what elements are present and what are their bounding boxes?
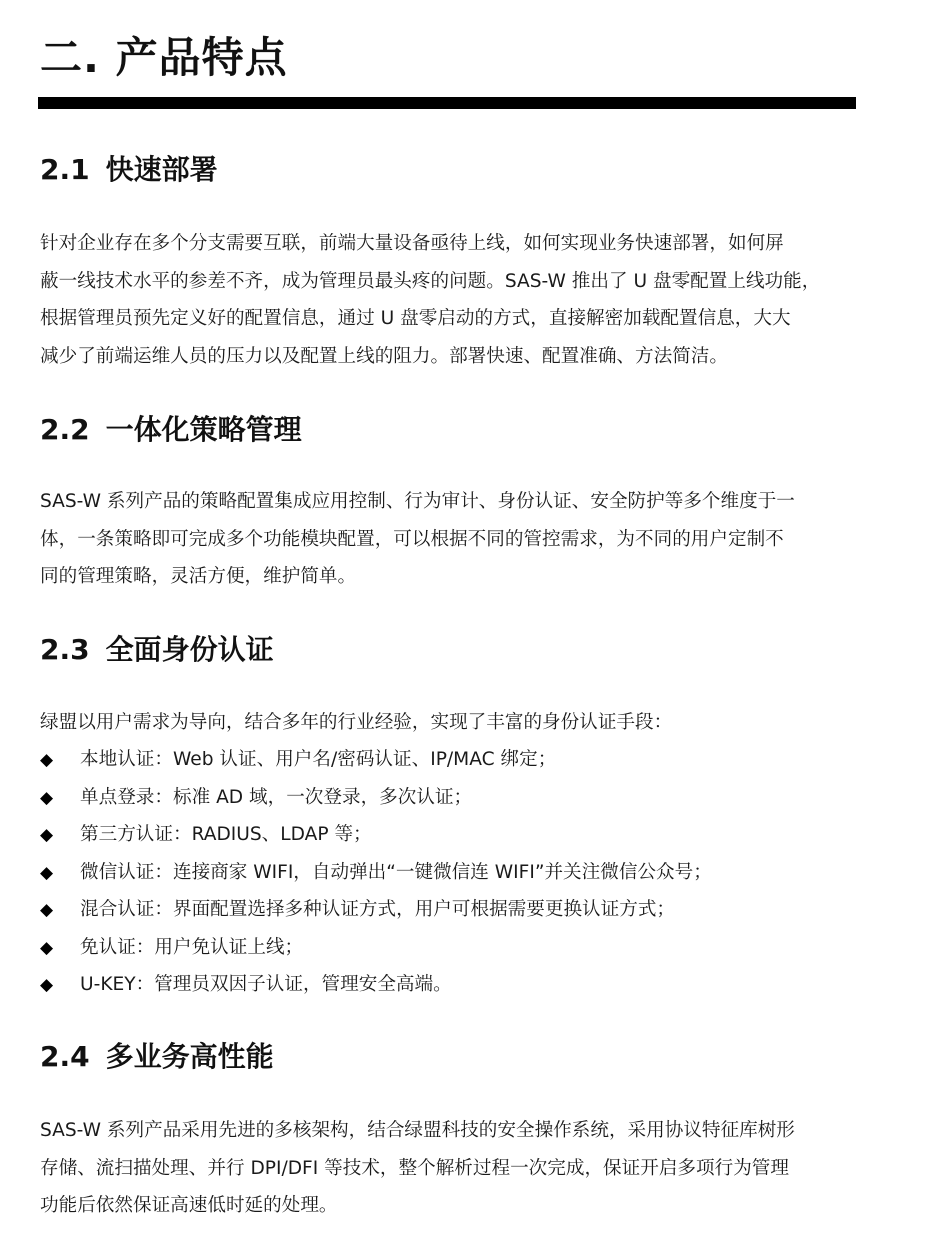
paragraph-line: SAS-W 系列产品的策略配置集成应用控制、行为审计、身份认证、安全防护等多个维度于一 (40, 491, 795, 512)
section-number: 2.1 (40, 153, 90, 186)
section-title: 快速部署 (105, 153, 218, 186)
list-item (40, 854, 712, 892)
black-diamond-icon: ◆ (40, 862, 54, 883)
section-2-2-heading (40, 410, 302, 450)
section-2-4-paragraph (40, 1112, 795, 1225)
black-diamond-icon: ◆ (40, 937, 54, 958)
section-2-2-paragraph (40, 483, 795, 596)
paragraph-line: 绿盟以用户需求为导向，结合多年的行业经验，实现了丰富的身份认证手段： (40, 712, 673, 733)
black-diamond-icon: ◆ (40, 787, 54, 808)
chapter-divider (38, 97, 856, 109)
paragraph-line: 功能后依然保证高速低时延的处理。 (40, 1195, 338, 1216)
paragraph-line: 蔽一线技术水平的参差不齐，成为管理员最头疼的问题。SAS-W 推出了 U 盘零配置上线功能， (40, 270, 821, 292)
black-diamond-icon: ◆ (40, 900, 54, 920)
paragraph-line: 存储、流扫描处理、并行 DPI/DFI 等技术，整个解析过程一次完成，保证开启多项行为管理 (40, 1157, 789, 1179)
list-item-text: 混合认证：界面配置选择多种认证方式，用户可根据需要更换认证方式； (80, 899, 676, 920)
list-item (40, 816, 712, 854)
black-diamond-icon: ◆ (40, 750, 54, 770)
paragraph-line: 针对企业存在多个分支需要互联，前端大量设备亟待上线，如何实现业务快速部署，如何屏 (40, 233, 784, 254)
section-number: 2.3 (40, 633, 90, 666)
black-diamond-icon: ◆ (40, 975, 54, 995)
section-title: 一体化策略管理 (105, 413, 302, 446)
paragraph-line: 根据管理员预先定义好的配置信息，通过 U 盘零启动的方式，直接解密加载配置信息，大大 (40, 308, 791, 329)
section-number: 2.2 (40, 413, 90, 446)
section-number: 2.4 (40, 1040, 90, 1073)
section-title: 全面身份认证 (105, 633, 274, 666)
paragraph-line: 减少了前端运维人员的压力以及配置上线的阻力。部署快速、配置准确、方法简洁。 (40, 345, 728, 367)
black-diamond-icon: ◆ (40, 825, 54, 845)
list-item (40, 891, 712, 929)
paragraph-line: SAS-W 系列产品采用先进的多核架构，结合绿盟科技的安全操作系统，采用协议特征库树形 (40, 1120, 795, 1141)
section-2-4-heading (40, 1037, 274, 1077)
paragraph-line: 同的管理策略，灵活方便，维护简单。 (40, 566, 357, 587)
section-2-3-heading (40, 630, 274, 670)
list-item (40, 966, 712, 1004)
list-item (40, 929, 712, 967)
list-item-text: 第三方认证：RADIUS、LDAP 等； (80, 824, 372, 845)
section-2-1-paragraph (40, 225, 820, 375)
section-title: 多业务高性能 (105, 1040, 274, 1073)
list-item (40, 741, 712, 779)
chapter-title: 二. 产品特点 (40, 33, 288, 82)
list-item-text: 单点登录：标准 AD 域，一次登录，多次认证； (80, 786, 473, 808)
paragraph-line: 体，一条策略即可完成多个功能模块配置，可以根据不同的管控需求，为不同的用户定制不 (40, 528, 784, 550)
list-item-text: 免认证：用户免认证上线； (80, 936, 304, 958)
list-item (40, 779, 712, 817)
auth-methods-list (40, 741, 712, 1004)
section-2-1-heading (40, 150, 218, 190)
section-2-3-intro (40, 704, 672, 742)
list-item-text: 微信认证：连接商家 WIFI，自动弹出“一键微信连 WIFI”并关注微信公众号； (80, 861, 712, 883)
list-item-text: U-KEY：管理员双因子认证，管理安全高端。 (80, 974, 452, 995)
list-item-text: 本地认证：Web 认证、用户名/密码认证、IP/MAC 绑定； (80, 749, 557, 770)
